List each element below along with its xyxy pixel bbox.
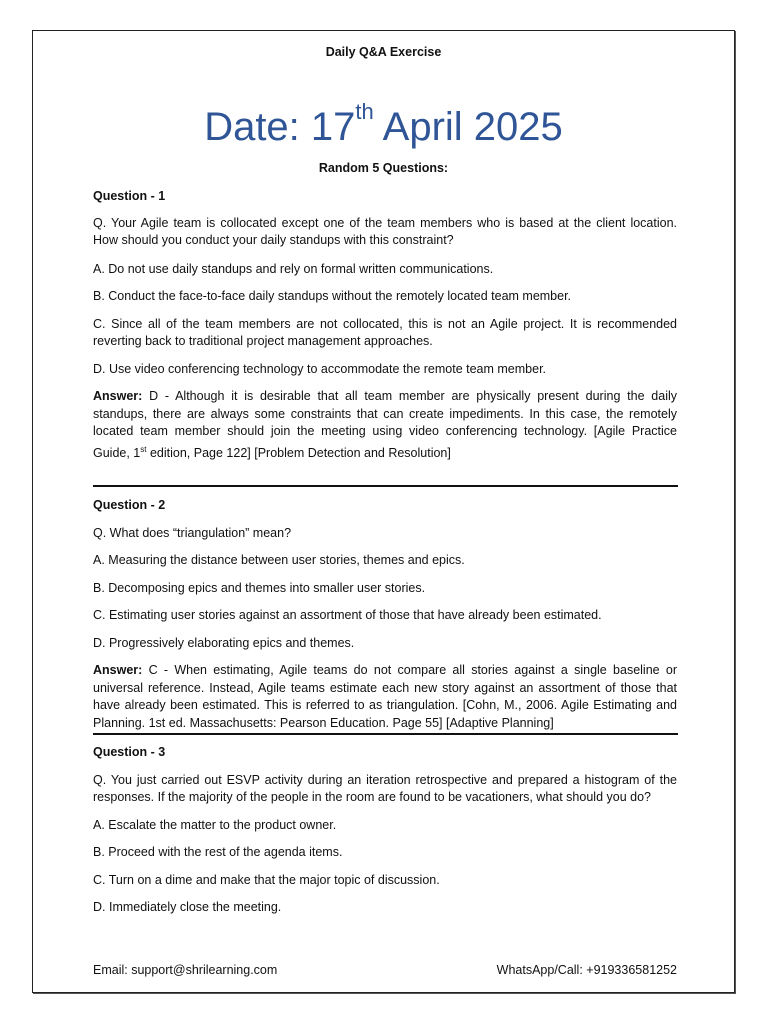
question-1-option-c: C. Since all of the team members are not collocated, this is not an Agile project. It is recommended reverting back to traditional project management approaches. [93,316,677,348]
question-2-text: Q. What does “triangulation” mean? [93,525,292,540]
question-2-option-d: D. Progressively elaborating epics and themes. [93,635,355,650]
question-2-block [93,497,677,732]
question-2-option-b: B. Decomposing epics and themes into smaller user stories. [93,580,426,595]
question-3-text: Q. You just carried out ESVP activity during an iteration retrospective and prepared a histogram of the responses. If the majority of the people in the room are found to be vacationers, what should you do? [93,772,677,804]
footer-phone: WhatsApp/Call: +919336581252 [496,963,677,977]
question-3-heading: Question - 3 [93,745,166,759]
date-heading [33,99,734,150]
question-3-option-d: D. Immediately close the meeting. [93,900,282,914]
answer-superscript: st [140,444,147,454]
footer-email: Email: support@shrilearning.com [93,963,278,977]
question-3-option-a: A. Escalate the matter to the product owner. [93,817,337,832]
question-3-block [93,744,677,917]
date-ordinal-suffix: th [355,99,374,124]
date-prefix: Date: 17 [204,105,356,149]
section-divider-2 [93,733,678,735]
answer-text: D - Although it is desirable that all team member are physically present during the daily standups, there are always some constraints that can create impediments. In this case, the remotely located team member should join the meeting using video conferencing technology. [Agile Practice Guide, 1 [93,389,677,460]
page-footer [93,963,677,977]
question-1-option-b: B. Conduct the face-to-face daily standups without the remotely located team member. [93,289,572,303]
question-3-option-b: B. Proceed with the rest of the agenda items. [93,845,343,859]
question-2-option-c: C. Estimating user stories against an assortment of those that have already been estimated. [93,608,602,622]
question-1-option-d: D. Use video conferencing technology to accommodate the remote team member. [93,361,547,376]
header-title: Daily Q&A Exercise [325,45,442,59]
answer-label: Answer: [93,663,143,677]
question-1-block [93,188,677,462]
section-divider-1 [93,485,678,487]
question-2-answer [93,662,677,732]
question-2-option-a: A. Measuring the distance between user stories, themes and epics. [93,553,465,567]
question-3-option-c: C. Turn on a dime and make that the major topic of discussion. [93,872,440,887]
question-1-answer [93,388,677,462]
question-1-text: Q. Your Agile team is collocated except one of the team members who is based at the client location. How should you conduct your daily standups with this constraint? [93,215,677,247]
date-rest: April 2025 [373,105,563,149]
question-1-option-a: A. Do not use daily standups and rely on formal written communications. [93,261,494,276]
subtitle: Random 5 Questions: [318,161,449,175]
answer-text: C - When estimating, Agile teams do not compare all stories against a single baseline or universal reference. Instead, Agile teams estimate each new story against an assortment of those that have already been estimated. This is referred to as triangulation. [Cohn, M., 2006. Agile Estimating and Planning. 1st ed. Massachusetts: Pearson Education. Page 55] [Adaptive Planning] [93,663,677,730]
document-page [32,30,735,993]
question-2-heading: Question - 2 [93,498,166,512]
answer-label: Answer: [93,389,143,403]
question-1-heading: Question - 1 [93,189,166,203]
answer-text-end: edition, Page 122] [Problem Detection and Resolution] [146,445,451,460]
